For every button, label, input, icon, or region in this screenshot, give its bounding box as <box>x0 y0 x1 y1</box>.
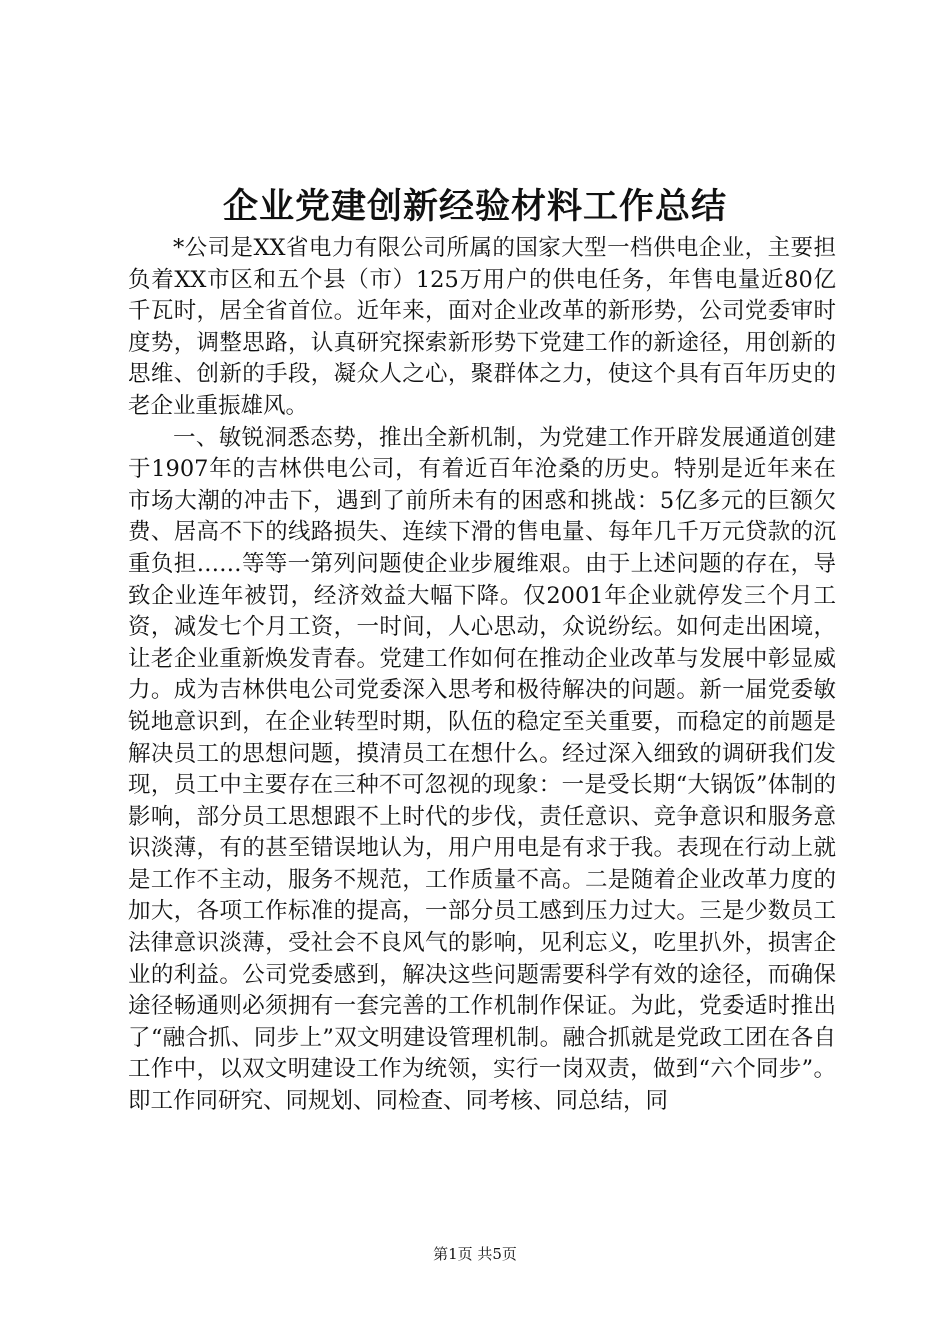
document-title: 企业党建创新经验材料工作总结 <box>222 186 727 227</box>
paragraph-section-one: 一、敏锐洞悉态势，推出全新机制，为党建工作开辟发展通道创建于1907年的吉林供电公司，有着近百年沧桑的历史。特别是近年来在市场大潮的冲击下，遇到了前所未有的困惑和挑战：5亿多元的巨额欠费、居高不下的线路损失、连续下滑的售电量、每年几千万元贷款的沉重负担……等等一第列问题使企业步履维艰。由于上述问题的存在，导致企业连年被罚，经济效益大幅下降。仅2001年企业就停发三个月工资，减发七个月工资，一时间，人心思动，众说纷纭。如何走出困境，让老企业重新焕发青春。党建工作如何在推动企业改革与发展中彰显威力。成为吉林供电公司党委深入思考和极待解决的问题。新一届党委敏锐地意识到，在企业转型时期，队伍的稳定至关重要，而稳定的前题是解决员工的思想问题，摸清员工在想什么。经过深入细致的调研我们发现，员工中主要存在三种不可忽视的现象：一是受长期“大锅饭”体制的影响，部分员工思想跟不上时代的步伐，责任意识、竞争意识和服务意识淡薄，有的甚至错误地认为，用户用电是有求于我。表现在行动上就是工作不主动，服务不规范，工作质量不高。二是随着企业改革力度的加大，各项工作标准的提高，一部分员工感到压力过大。三是少数员工法律意识淡薄，受社会不良风气的影响，见利忘义，吃里扒外，损害企业的利益。公司党委感到，解决这些问题需要科学有效的途径，而确保途径畅通则必须拥有一套完善的工作机制作保证。为此，党委适时推出了“融合抓、同步上”双文明建设管理机制。融合抓就是党政工团在各自工作中，以双文明建设工作为统领，实行一岗双责，做到“六个同步”。即工作同研究、同规划、同检查、同考核、同总结，同 <box>128 424 836 1115</box>
page-number-footer: 第1页 共5页 <box>433 1245 517 1263</box>
paragraph-intro: *公司是XX省电力有限公司所属的国家大型一档供电企业，主要担负着XX市区和五个县（市）125万用户的供电任务，年售电量近80亿千瓦时，居全省首位。近年来，面对企业改革的新形势，公司党委审时度势，调整思路，认真研究探索新形势下党建工作的新途径，用创新的思维、创新的手段，凝众人之心，聚群体之力，使这个具有百年历史的老企业重振雄风。 <box>128 235 836 419</box>
document-body <box>128 233 836 1118</box>
